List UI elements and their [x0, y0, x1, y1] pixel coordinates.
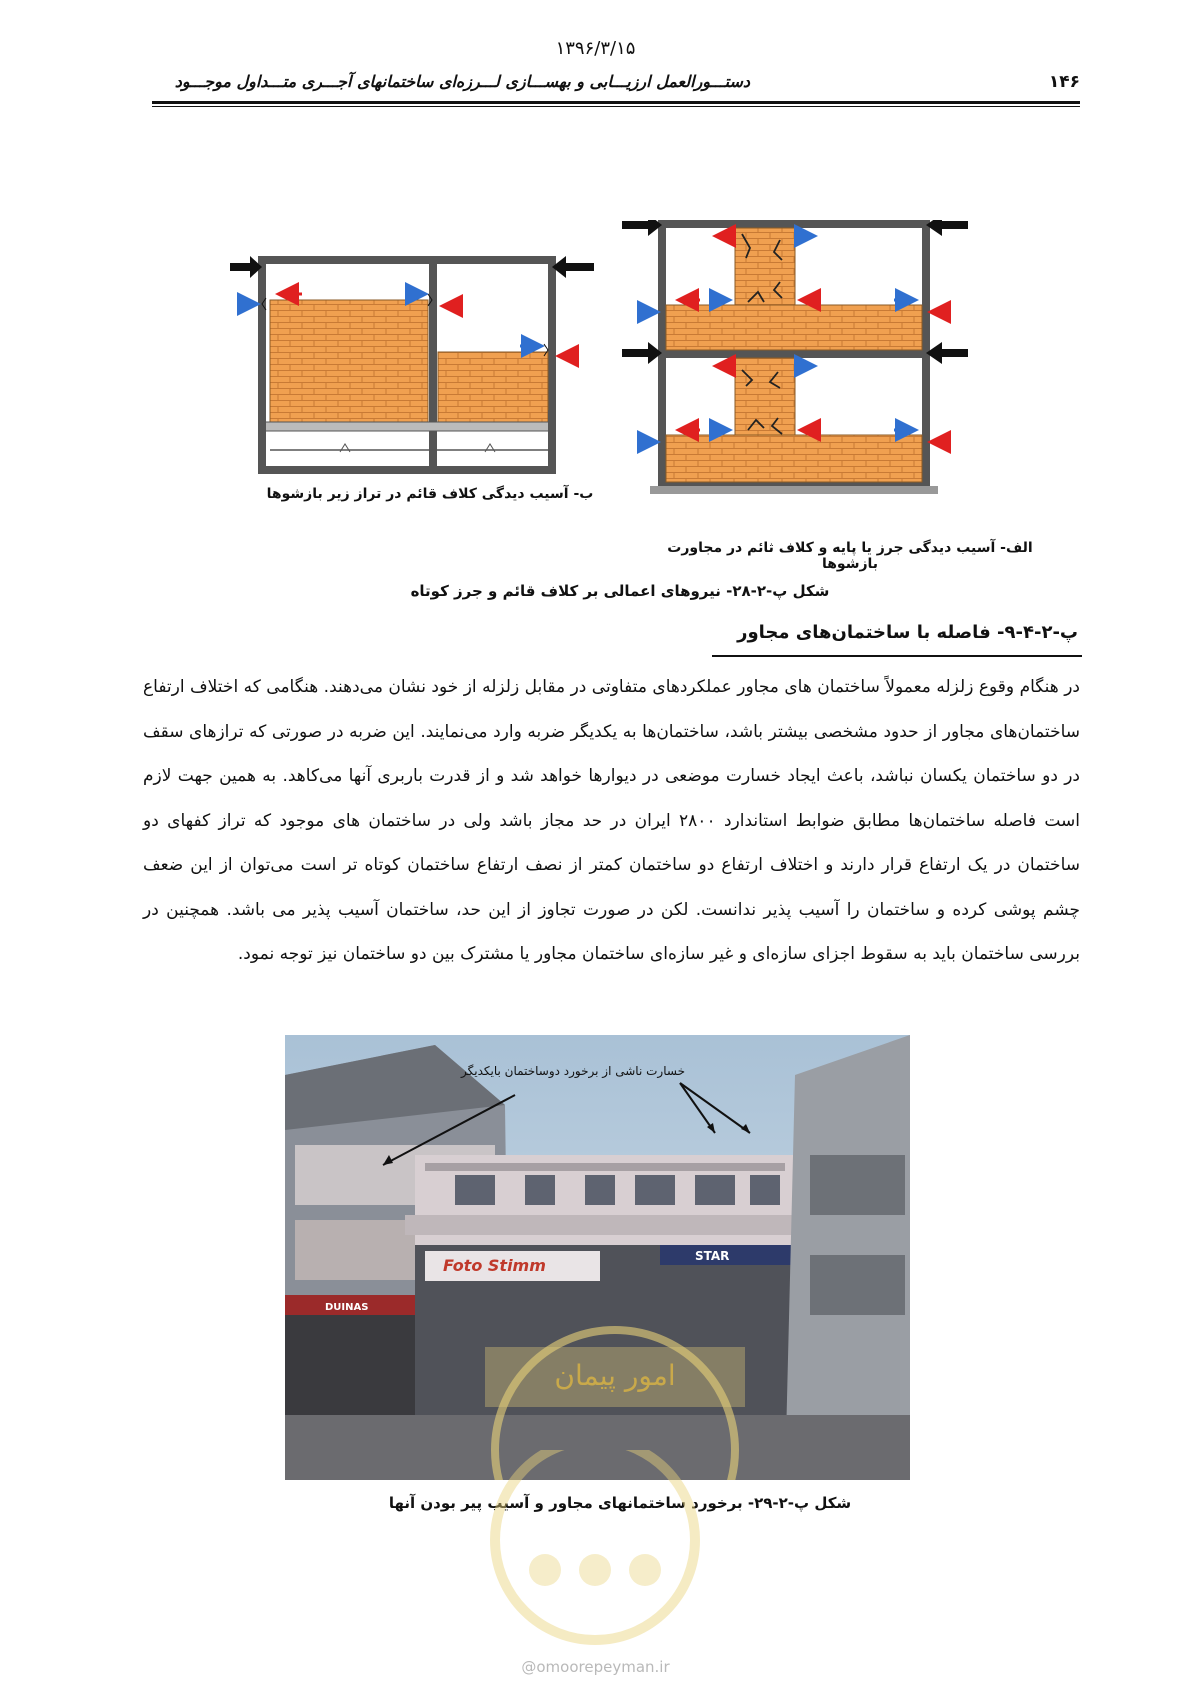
sign-star: STAR — [695, 1249, 730, 1263]
header-title: دستـــورالعمل ارزیـــابی و بهســـازی لـــرزه‌ای ساختمانهای آجـــری متـــداول موجـــود — [174, 72, 750, 91]
sign-foto: Foto Stimm — [443, 1256, 546, 1275]
diagram-b — [230, 256, 594, 470]
figure-29-caption: شکل پ-۲-۲۹- برخورد ساختمانهای مجاور و آسیب پیر بودن آنها — [388, 1494, 852, 1512]
section-paragraph: در هنگام وقوع زلزله معمولاً ساختمان های مجاور عملکردهای متفاوتی در مقابل زلزله از خود نشان می‌دهند. هنگامی که اختلاف ارتفاع ساختمان‌های مجاور از حدود مشخصی بیشتر باشد، ساختمان‌ها به یکدیگر ضربه وارد می‌نمایند. این ضربه در صورتی که ترازهای سقف در دو ساختمان یکسان نباشد، باعث ایجاد خسارت موضعی در دیوارها خواهد شد و از قدرت باربری آنها می‌کاهد. به همین جهت لازم است فاصله ساختمان‌ها مطابق ضوابط استاندارد ۲۸۰۰ ایران در حد مجاز باشد ولی در ساختمان های موجود که تراز کفهای دو ساختمان در یک ارتفاع قرار دارند و اختلاف ارتفاع دو ساختمان کمتر از نصف ارتفاع ساختمان کوتاه تر است می‌توان از این ضعف چشم پوشی کرده و ساختمان را آسیب پذیر ندانست. لکن در صورت تجاوز از این حد، ساختمان آسیب پذیر می باشد. همچنین در بررسی ساختمان باید به سقوط اجزای سازه‌ای و غیر سازه‌ای ساختمان مجاور یا مشترک بین دو ساختمان نیز توجه نمود. — [143, 677, 1080, 964]
watermark-url: @omoorepeyman.ir — [521, 1658, 670, 1676]
sign-left: DUINAS — [325, 1302, 369, 1313]
watermark-seal — [465, 1450, 725, 1650]
page-number: ۱۴۶ — [1048, 72, 1080, 92]
section-heading-underline — [712, 655, 1082, 657]
header-rule-thick — [152, 101, 1080, 104]
figure-28-caption: شکل پ-۲-۲۸- نیروهای اعمالی بر کلاف قائم و جرز کوتاه — [410, 582, 830, 600]
figure-29-photo — [285, 1035, 910, 1480]
watermark-logo-text: امور پیمان — [554, 1359, 676, 1392]
figure-28-caption-b: ب- آسیب دیدگی کلاف قائم در تراز زیر بازشوها — [266, 486, 594, 502]
header-date: ۱۳۹۶/۳/۱۵ — [555, 38, 636, 59]
figure-28-diagrams — [230, 220, 1030, 560]
diagram-a — [622, 220, 968, 494]
photo-annotation: خسارت ناشی از برخورد دوساختمان بایکدیگر — [461, 1064, 685, 1078]
figure-28-caption-a: الف- آسیب دیدگی جرز یا پایه و کلاف ثائم در مجاورت بازشوها — [667, 540, 1033, 572]
section-heading: پ-۲-۴-۹- فاصله با ساختمان‌های مجاور — [737, 622, 1078, 643]
header-rule-thin — [152, 106, 1080, 107]
